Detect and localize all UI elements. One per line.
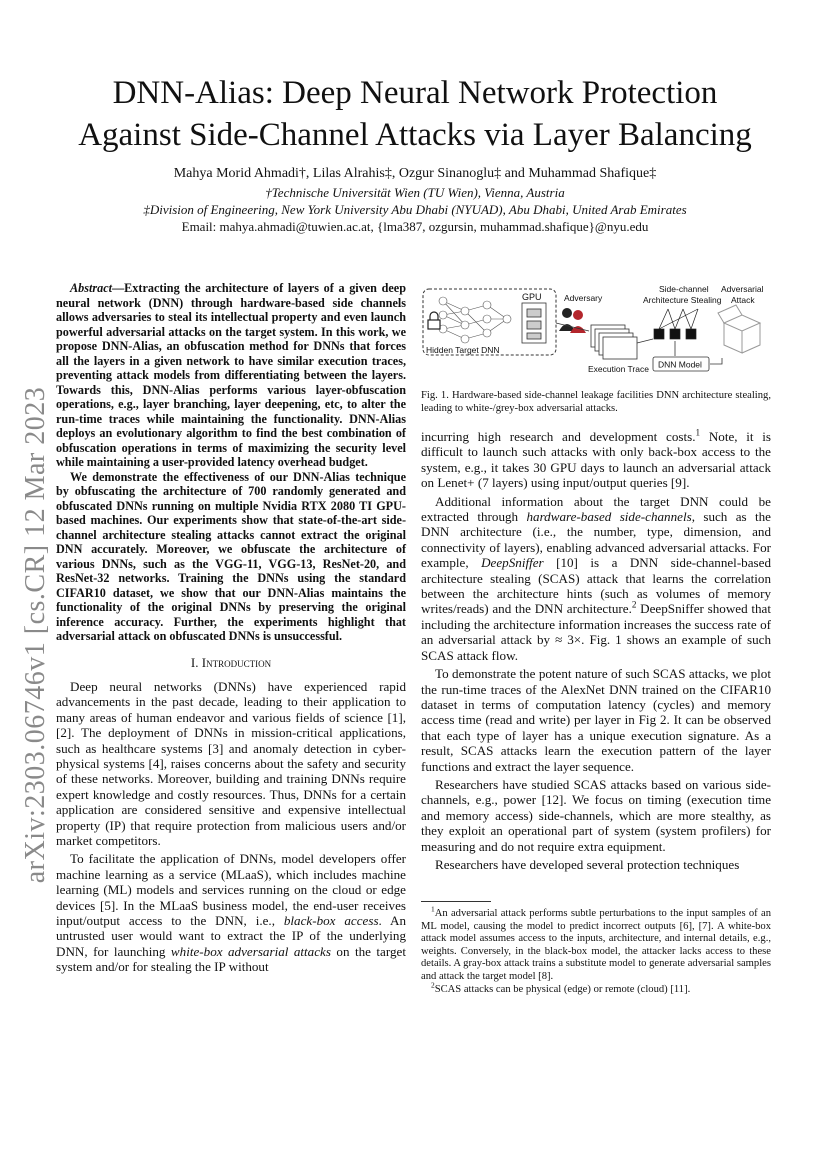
right-p2-italic-1: hardware-based side-channels	[526, 509, 692, 525]
arch-stealing-icon	[654, 309, 698, 339]
right-paragraph-2	[421, 494, 771, 663]
footnotes	[421, 904, 771, 996]
arxiv-watermark	[14, 360, 58, 910]
arch-stealing-label: Architecture Stealing	[643, 295, 722, 305]
intro-paragraph-1: Deep neural networks (DNNs) have experienced rapid advancements in the past decade, leading to their application to many areas of human endeavor and various fields of science [1], [2]. The deployment of DNNs in mission-critical applications, such as healthcare systems [3] and anomaly detection in cyber-physical systems [4], raises concerns about the safety and security of these networks. Moreover, building and training DNNs require expert knowledge and costly resources. Thus, DNNs for a certain application are considered sensitive and expensive intellectual property (IP) that require protection from malicious users and/or market competitors.	[56, 678, 406, 848]
hidden-dnn-label: Hidden Target DNN	[426, 345, 500, 355]
right-p2-a: Additional information about the target DNN could be extracted through	[421, 493, 771, 525]
intro-p2-italic-1: black-box access	[283, 913, 379, 928]
author-list: Mahya Morid Ahmadi†, Lilas Alrahis‡, Ozgur Sinanoglu‡ and Muhammad Shafique‡	[173, 166, 657, 181]
execution-trace-icon	[591, 325, 637, 359]
gpu-label: GPU	[522, 292, 542, 302]
right-p2-c: , such as the DNN architecture (i.e., the number, type, dimension, and connectivity of layers), enabling advanced adversarial attacks. For example,	[421, 509, 771, 571]
open-box-icon	[718, 305, 760, 353]
intro-p2-italic-2: white-box adversarial attacks	[170, 943, 331, 959]
right-p2-e: [10] is a DNN side-channel-based architecture stealing (SCAS) attack that learns the correlation between the architecture hints (such as volumes of memory writes/reads) and the DNN architecture.	[421, 555, 771, 617]
right-p1-b: Note, it is difficult to launch such attacks with only back-box access to the system, e.g., it takes 30 GPU days to launch an adversarial attack on Lenet+ (7 layers) using input/output queries [9].	[421, 429, 772, 491]
right-column	[421, 429, 771, 872]
side-channel-label: Side-channel	[659, 284, 709, 294]
right-paragraph-5: Researchers have developed several protection techniques	[435, 856, 740, 872]
footnote-1	[421, 904, 771, 984]
title-line-2: Against Side-Channel Attacks via Layer Balancing	[78, 117, 752, 153]
left-column	[56, 281, 406, 975]
lock-icon	[428, 312, 440, 329]
neural-net-icon	[439, 297, 511, 343]
intro-paragraph-2	[56, 851, 406, 974]
figure-1-diagram	[421, 283, 771, 381]
section-heading-introduction: I. Introduction	[190, 654, 272, 670]
footnote-2-mark: 2	[431, 980, 435, 990]
abstract-text-1: —Extracting the architecture of layers of a given deep neural network (DNN) through hardware-based side channels allows adversaries to steal its intellectual property and even launch powerful adversarial attacks on the target system. In this work, we propose DNN-Alias, an obfuscation method for DNNs that forces all the layers in a given network to have similar execution traces, preventing attack models from differentiating between the layers. Towards this, DNN-Alias performs various layer-obfuscation operations, e.g., layer branching, layer deepening, etc, to alter the run-time traces while maintaining the functionality. DNN-Alias deploys an evolutionary algorithm to find the best combination of obfuscation operations in terms of maximizing the security level while maintaining a user-provided latency overhead budget.	[56, 281, 406, 469]
adversary-label: Adversary	[564, 293, 603, 303]
footnote-2-text: SCAS attacks can be physical (edge) or remote (cloud) [11].	[434, 983, 691, 995]
footnote-1-mark: 1	[431, 904, 435, 914]
abstract-label: Abstract	[70, 281, 112, 295]
figure-1	[421, 283, 771, 381]
intro-p2-a: To facilitate the application of DNNs, model developers offer machine learning as a service (MLaaS), which includes machine learning (ML) models and services running on the cloud or edge devices [5]. In the MLaaS business model, the end-user receives input/output access to the DNN, i.e.,	[56, 851, 406, 928]
intro-p2-e: on the target system and/or for stealing the IP without	[56, 943, 406, 975]
email-line: Email: mahya.ahmadi@tuwien.ac.at, {lma387, ozgursin, muhammad.shafique}@nyu.edu	[181, 219, 649, 234]
footnote-rule	[421, 901, 491, 902]
dnn-model-label: DNN Model	[658, 359, 702, 370]
affiliation-2: ‡Division of Engineering, New York University Abu Dhabi (NYUAD), Abu Dhabi, United Arab Emirates	[143, 202, 687, 217]
paper-title	[60, 72, 770, 156]
gpu-icon	[522, 303, 546, 343]
footnote-mark-1: 1	[695, 427, 701, 438]
right-p2-f: DeepSniffer showed that including the architecture information increases the success rate of an adversarial attack by ≈ 3×. Fig. 1 shows an example of such SCAS attack flow.	[421, 601, 771, 663]
adv-attack-label-1: Adversarial	[721, 284, 764, 294]
footnote-1-text: An adversarial attack performs subtle perturbations to the input samples of an ML model, causing the model to predict incorrect outputs [6], [7]. A white-box attack model assumes access to the inputs, architecture, and internal details, e.g., weights. Conversely, in the black-box model, the attacker lacks access to these details. A gray-box attack trains a substitute model to generate adversarial samples and attack the target model [8].	[421, 908, 771, 982]
intro-p2-c: . An untrusted user would want to extract the IP of the underlying DNN, for launching	[56, 913, 406, 959]
abstract-paragraph-1	[56, 281, 406, 470]
right-p1-a: incurring high research and development costs.	[421, 429, 696, 444]
title-line-1: DNN-Alias: Deep Neural Network Protection	[112, 75, 718, 111]
right-p2-italic-2: DeepSniffer	[481, 555, 544, 571]
right-paragraph-1	[421, 429, 771, 491]
affiliation-1: †Technische Universität Wien (TU Wien), Vienna, Austria	[265, 185, 565, 200]
right-paragraph-4: Researchers have studied SCAS attacks based on various side-channels, e.g., power [12]. We focus on timing (execution time and memory access) side-channels, which are more stealthy, as they exploit an operational part of system (system profilers) for measuring and do not require extra equipment.	[421, 776, 771, 854]
footnote-mark-2: 2	[631, 600, 637, 611]
footnote-2	[421, 980, 771, 997]
right-paragraph-3: To demonstrate the potent nature of such SCAS attacks, we plot the run-time traces of the AlexNet DNN trained on the CIFAR10 dataset in terms of computation latency (cycles) and memory access time (read and write) per layer in Fig 2. It can be observed that each type of layer has a unique execution signature. As a result, SCAS attacks learn the execution pattern of the layer functions and extract the layer sequence.	[421, 666, 771, 774]
figure-1-caption: Fig. 1. Hardware-based side-channel leakage facilities DNN architecture stealing, leading to white-/grey-box adversarial attacks.	[421, 390, 771, 414]
execution-trace-label: Execution Trace	[588, 364, 649, 374]
arxiv-id: arXiv:2303.06746v1 [cs.CR] 12 Mar 2023	[20, 386, 51, 884]
abstract	[56, 281, 406, 644]
adv-attack-label-2: Attack	[731, 295, 755, 305]
abstract-paragraph-2: We demonstrate the effectiveness of our DNN-Alias technique by obfuscating the architecture of 700 randomly generated and obfuscated DNNs running on multiple Nvidia RTX 2080 TI GPU-based machines. Our experiments show that state-of-the-art side-channel architecture stealing attacks cannot extract the original DNN accurately. Moreover, we obfuscate the architecture of various DNNs, such as the VGG-11, VGG-13, ResNet-20, and ResNet-32 networks. Training the DNNs using the standard CIFAR10 dataset, we show that our DNN-Alias maintains the functionality of the original DNNs by preserving the original inference accuracy. Further, the experiments highlight that adversarial attack on obfuscated DNNs is unsuccessful.	[56, 469, 406, 643]
